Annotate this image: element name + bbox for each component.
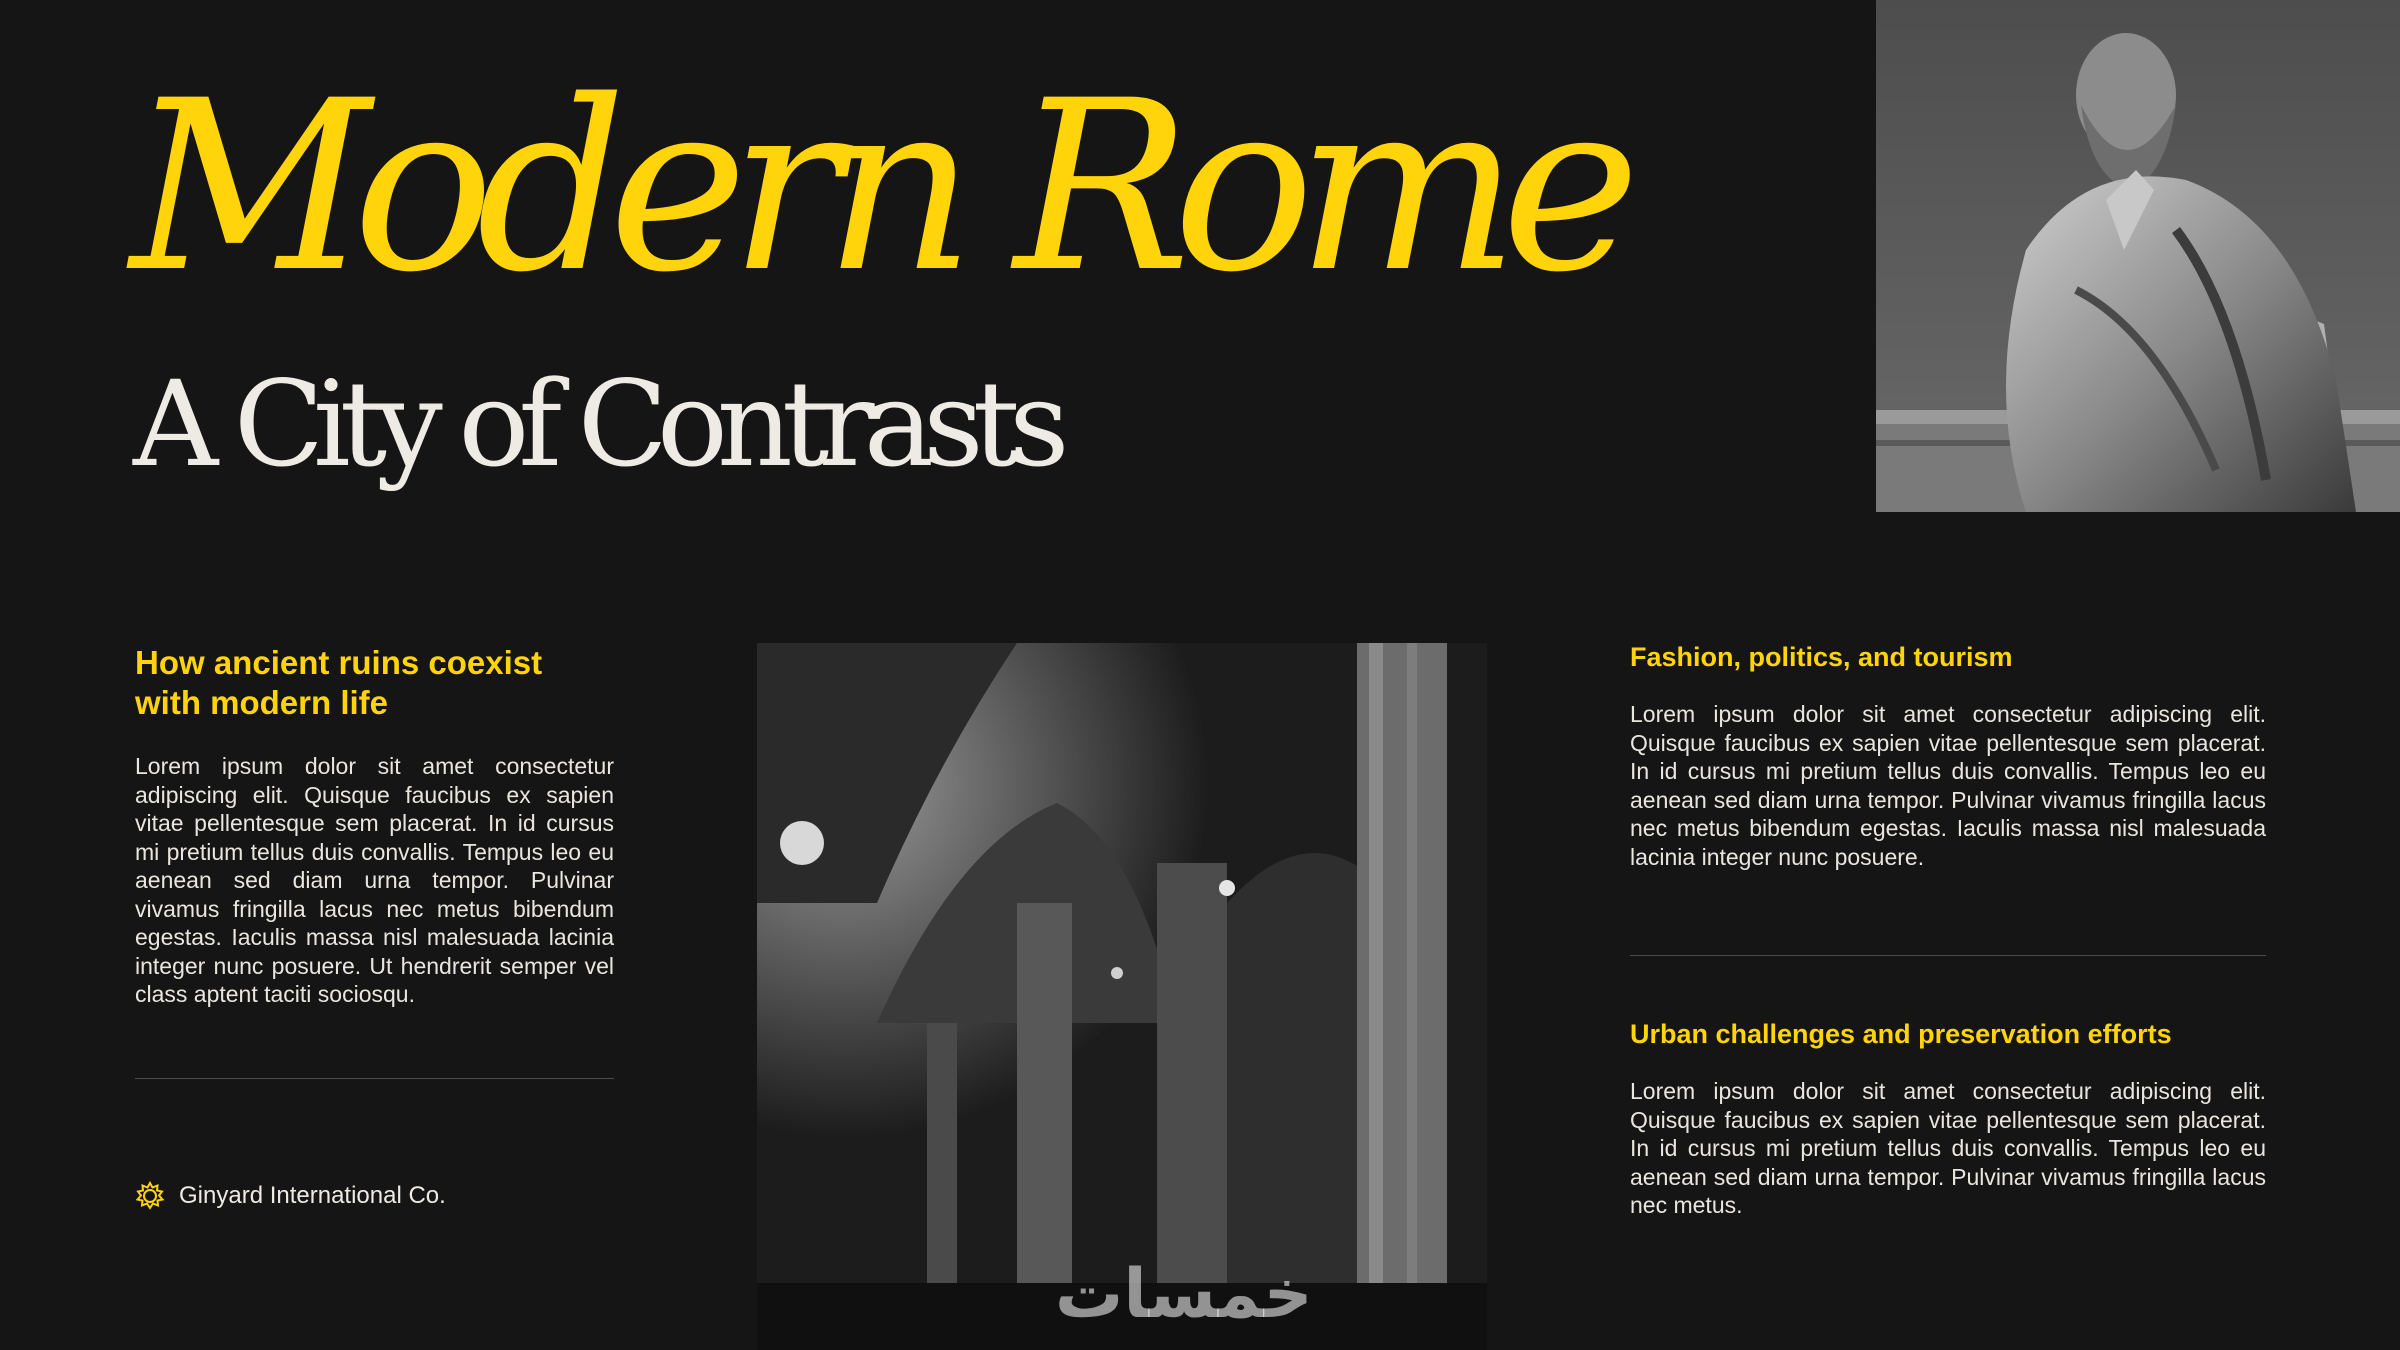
watermark: خمسات	[1055, 1255, 1313, 1334]
left-column	[135, 643, 614, 1009]
right-body-2: Lorem ipsum dolor sit amet consectetur adipiscing elit. Quisque faucibus ex sapien vitae pellentesque sem placerat. In id cursus mi pretium tellus duis convallis. Tempus leo eu aenean sed diam urna tempor. Pulvinar vivamus fringilla lacus nec metus.	[1630, 1078, 2266, 1218]
company-name: Ginyard International Co.	[179, 1182, 446, 1209]
right-section-1	[1630, 640, 2266, 871]
left-heading: How ancient ruins coexist with modern life	[135, 644, 543, 721]
company-footer	[135, 1181, 446, 1211]
slide-title: Modern Rome	[130, 51, 1623, 324]
left-body: Lorem ipsum dolor sit amet consectetur adipiscing elit. Quisque faucibus ex sapien vitae pellentesque sem placerat. In id cursus mi pretium tellus duis convallis. Tempus leo eu aenean sed diam urna tempor. Pulvinar vivamus fringilla lacus nec metus bibendum egestas. Iaculis massa nisl malesuada lacinia integer nunc posuere. Ut hendrerit semper vel class aptent taciti sociosqu.	[135, 753, 614, 1007]
basilica-interior-photo	[757, 643, 1487, 1350]
right-heading-1: Fashion, politics, and tourism	[1630, 642, 2013, 672]
right-section-2	[1630, 1017, 2266, 1220]
right-heading-2: Urban challenges and preservation efforts	[1630, 1019, 2172, 1049]
left-divider	[135, 1078, 614, 1079]
statue-photo	[1876, 0, 2400, 512]
slide-subtitle: A City of Contrasts	[133, 355, 1059, 493]
right-divider	[1630, 955, 2266, 956]
right-body-1: Lorem ipsum dolor sit amet consectetur adipiscing elit. Quisque faucibus ex sapien vitae pellentesque sem placerat. In id cursus mi pretium tellus duis convallis. Tempus leo eu aenean sed diam urna tempor. Pulvinar vivamus fringilla lacus nec metus bibendum egestas. Iaculis massa nisl malesuada lacinia integer nunc posuere.	[1630, 701, 2266, 870]
sun-gear-icon	[135, 1181, 165, 1211]
